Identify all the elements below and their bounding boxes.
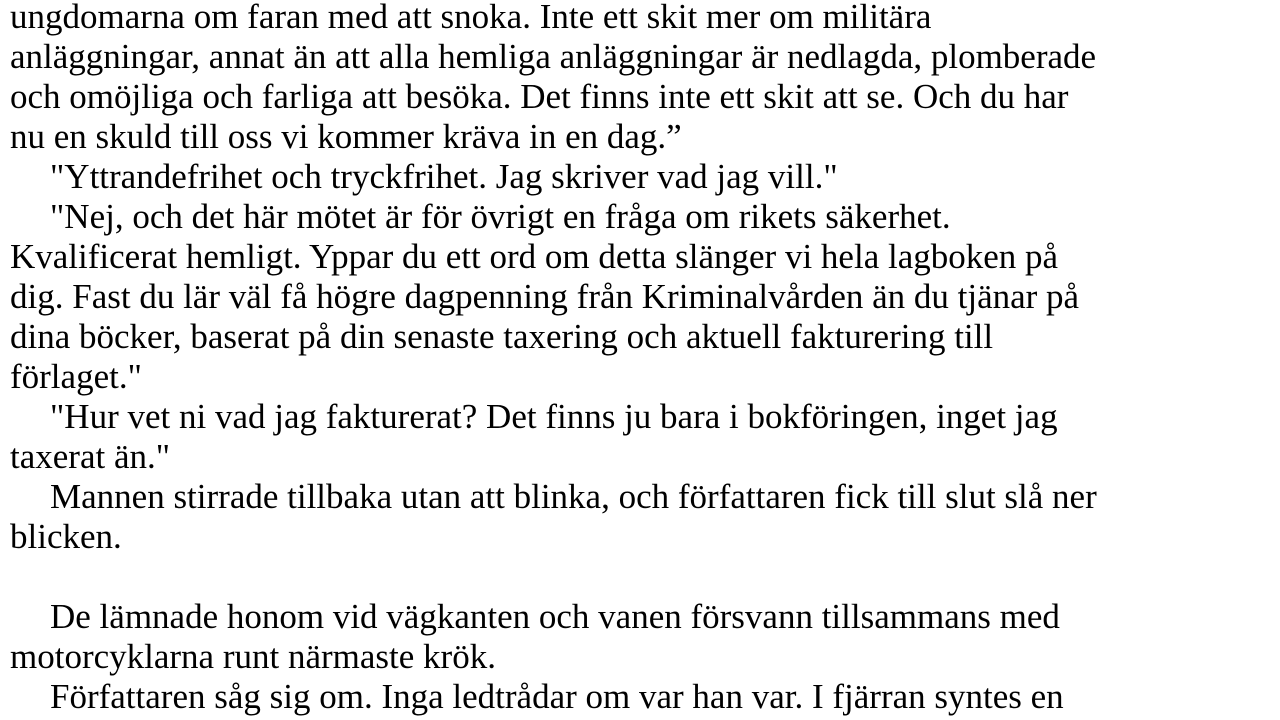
text-line: dig. Fast du lär väl få högre dagpenning från Kriminalvården än du tjänar på: [10, 277, 1080, 316]
text-line: förlaget.": [10, 357, 142, 396]
paragraph-3: [10, 197, 1280, 397]
paragraph-1: [10, 0, 1280, 157]
paragraph-4: [10, 397, 1280, 477]
paragraph-7: [10, 677, 1280, 717]
paragraph-6: [10, 597, 1280, 677]
section-break: [10, 557, 1280, 597]
text-line: motorcyklarna runt närmaste krök.: [10, 637, 496, 676]
text-line: "Nej, och det här mötet är för övrigt en fråga om rikets säkerhet.: [50, 197, 951, 236]
text-line: ungdomarna om faran med att snoka. Inte ett skit mer om militära: [10, 0, 932, 36]
text-line: Mannen stirrade tillbaka utan att blinka, och författaren fick till slut slå ner: [50, 477, 1097, 516]
text-line: "Hur vet ni vad jag fakturerat? Det finns ju bara i bokföringen, inget jag: [50, 397, 1058, 436]
text-line: taxerat än.": [10, 437, 171, 476]
text-line: anläggningar, annat än att alla hemliga anläggningar är nedlagda, plomberade: [10, 37, 1097, 76]
text-line: blicken.: [10, 517, 122, 556]
text-line: nu en skuld till oss vi kommer kräva in en dag.”: [10, 117, 682, 156]
paragraph-5: [10, 477, 1280, 557]
paragraph-2: [10, 157, 1280, 197]
document-page: [10, 0, 1280, 717]
text-line: dina böcker, baserat på din senaste taxering och aktuell fakturering till: [10, 317, 994, 356]
text-line: och omöjliga och farliga att besöka. Det finns inte ett skit att se. Och du har: [10, 77, 1069, 116]
text-line: "Yttrandefrihet och tryckfrihet. Jag skriver vad jag vill.": [50, 157, 838, 196]
text-line: Kvalificerat hemligt. Yppar du ett ord om detta slänger vi hela lagboken på: [10, 237, 1059, 276]
text-line: De lämnade honom vid vägkanten och vanen försvann tillsammans med: [50, 597, 1060, 636]
text-line: Författaren såg sig om. Inga ledtrådar om var han var. I fjärran syntes en: [50, 677, 1064, 716]
